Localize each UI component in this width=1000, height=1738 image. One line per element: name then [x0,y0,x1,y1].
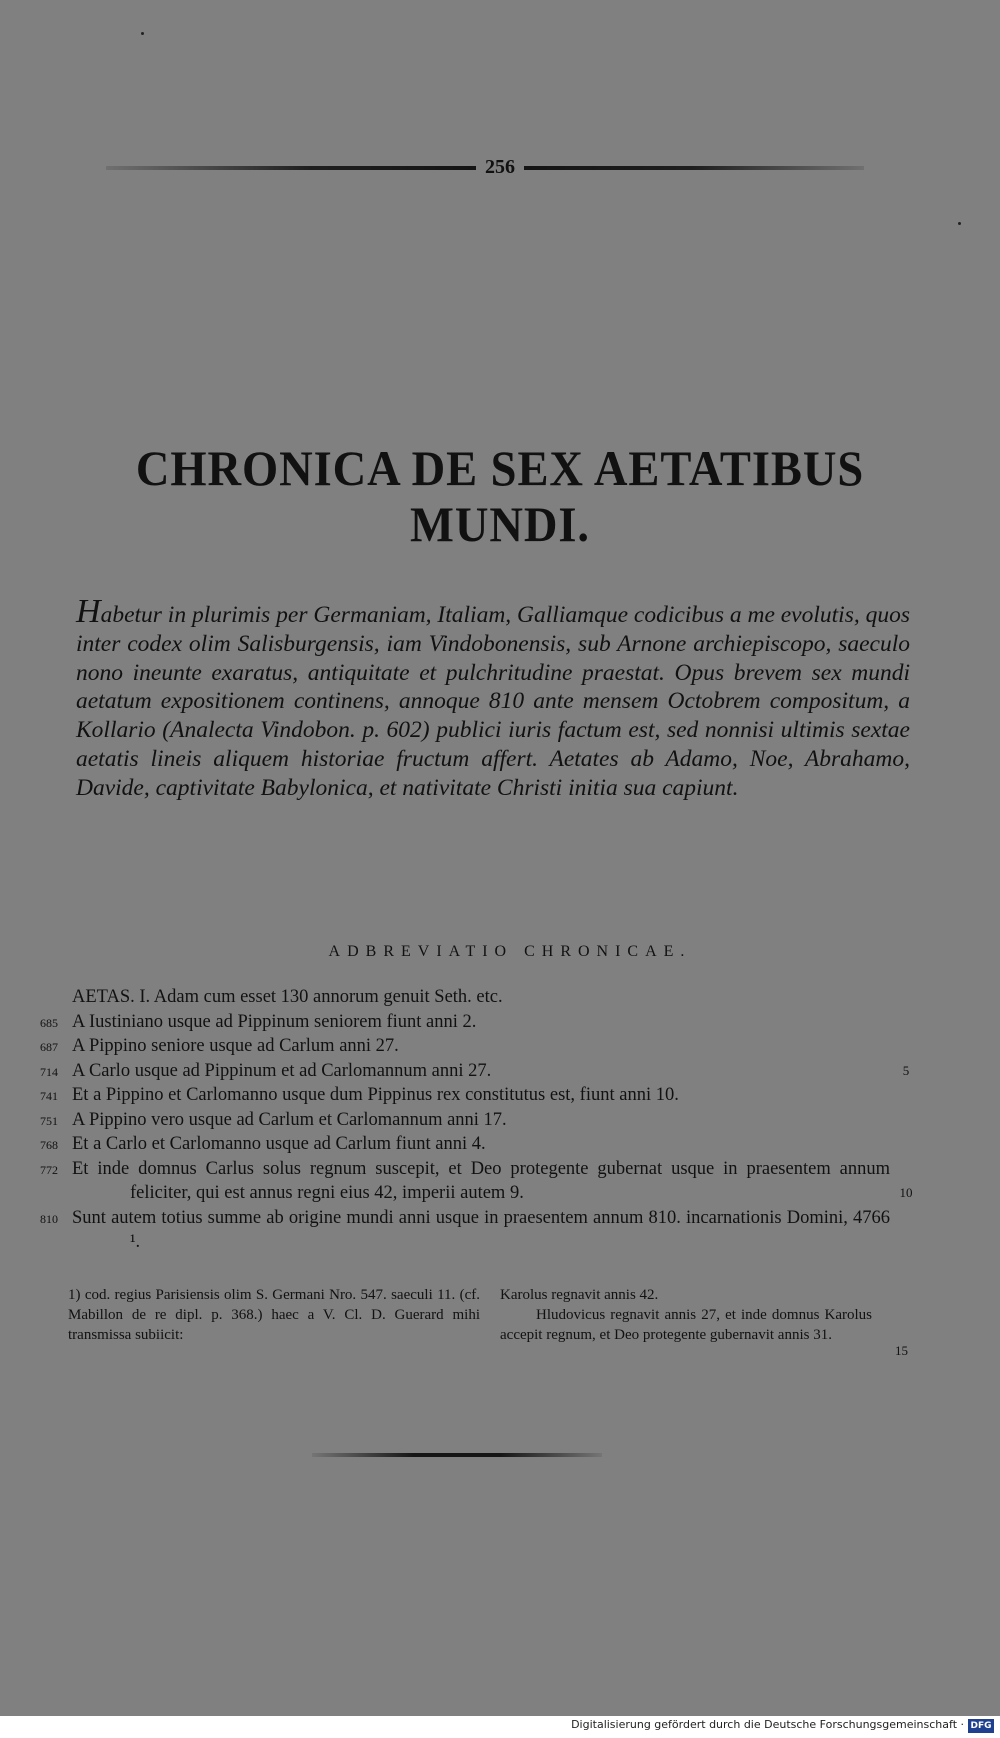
title-line: MUNDI. [410,496,590,552]
chronicle-entry [40,985,920,1010]
chronicle-entry [40,1157,920,1206]
entry-text: Et inde domnus Carlus solus regnum suscepit, et Deo protegente gubernat usque in praesentem annum feliciter, qui est annus regni eius 42, imperii autem 9. [72,1158,890,1203]
title-line: CHRONICA DE SEX AETATIBUS [135,440,865,496]
bottom-rule [312,1453,602,1457]
entry-text: A Pippino vero usque ad Carlum et Carlomannum anni 17. [72,1109,507,1130]
margin-year: 687 [40,1040,58,1054]
drop-capital: H [76,593,101,630]
line-number: 5 [902,1062,910,1078]
entry-text: A Carlo usque ad Pippinum et ad Carlomannum anni 27. [72,1060,492,1081]
entry-text: Sunt autem totius summe ab origine mundi anni usque in praesentem annum 810. incarnationis Domini, 4766 ¹. [72,1207,890,1252]
entry-text: A Pippino seniore usque ad Carlum anni 27. [72,1036,399,1056]
dfg-logo: DFG [968,1719,994,1733]
chronicle-entry [40,1034,920,1059]
footnote-right [500,1285,872,1345]
footnote-right-line: Hludovicus regnavit annis 27, et inde domnus Karolus accepit regnum, et Deo protegente gubernavit annis 31. [500,1307,872,1343]
section-heading: ADBREVIATIO CHRONICAE. [328,943,692,960]
margin-year: 772 [40,1162,58,1177]
entry-text: A Iustiniano usque ad Pippinum seniorem fiunt anni 2. [72,1011,477,1032]
chronicle-entry [40,1132,920,1157]
chronicle-entry [40,1010,920,1035]
intro-paragraph [76,593,910,803]
page-title [91,440,909,552]
header-rule-right [524,166,864,170]
chronicle-entry [40,1206,920,1255]
margin-year: 768 [40,1138,58,1152]
footnote-right-line: Karolus regnavit annis 42. [500,1287,659,1303]
footer-credit: Digitalisierung gefördert durch die Deutsche Forschungsgemeinschaft · [571,1718,964,1731]
margin-year: 810 [40,1211,58,1226]
margin-year: 751 [40,1113,58,1128]
margin-year: 685 [40,1015,58,1030]
entry-text: Et a Carlo et Carlomanno usque ad Carlum fiunt anni 4. [72,1134,486,1154]
digitization-footer [0,1716,1000,1738]
page-header [100,150,870,186]
header-rule-left [106,166,476,170]
chronicle-entry [40,1059,920,1084]
entry-text: Et a Pippino et Carlomanno usque dum Pippinus rex constitutus est, fiunt anni 10. [72,1085,679,1105]
page-number: 256 [485,156,515,178]
footnote-left: 1) cod. regius Parisiensis olim S. Germani Nro. 547. saeculi 11. (cf. Mabillon de re dipl. p. 368.) haec a V. Cl. D. Guerard mihi transmissa subiicit: [68,1287,480,1343]
intro-text: abetur in plurimis per Germaniam, Italiam, Galliamque codicibus a me evolutis, quos inter codex olim Salisburgensis, iam Vindobonensis, sub Arnone archiepiscopo, saeculo nono ineunte exaratus, antiquitate et pulchritudine praestat. Opus brevem sex mundi aetatum expositionem continens, annoque 810 ante mensem Octobrem compositum, a Kollario (Analecta Vindobon. p. 602) publici iuris factum est, sed nonnisi ultimis sextae aetatis lineis aliquem historiae fructum affert. Aetates ab Adamo, Noe, Abrahamo, Davide, captivitate Babylonica, et nativitate Christi initia sua capiunt. [76,602,910,801]
margin-year: 741 [40,1089,58,1103]
entry-text: AETAS. I. Adam cum esset 130 annorum genuit Seth. etc. [72,987,503,1007]
chronicle-entry [40,1083,920,1108]
line-number: 15 [895,1343,908,1358]
line-number: 10 [899,1184,913,1200]
margin-year: 714 [40,1064,58,1079]
chronicle-entries [40,985,920,1255]
chronicle-entry [40,1108,920,1133]
scan-speck [141,32,144,35]
scan-speck [958,222,961,225]
